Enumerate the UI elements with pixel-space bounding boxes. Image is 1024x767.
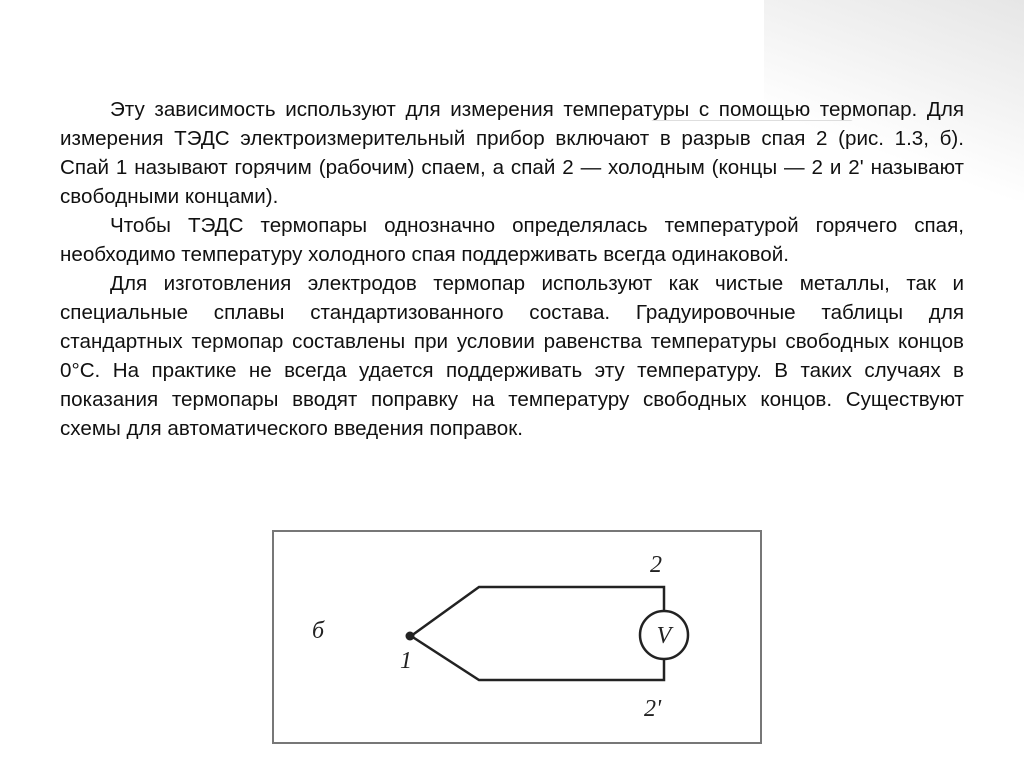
thermocouple-diagram xyxy=(274,532,760,742)
lower-electrode-wire xyxy=(411,636,664,680)
hot-junction-dot xyxy=(406,632,415,641)
upper-electrode-wire xyxy=(411,587,664,636)
paragraph-2: Чтобы ТЭДС термопары однозначно определялась температурой горячего спая, необходимо температуру холодного спая поддерживать всегда одинаковой. xyxy=(60,214,964,266)
paragraph-3: Для изготовления электродов термопар используют как чистые металлы, так и специальные сплавы стандартизованного состава. Градуировочные таблицы для стандартных термопар составлены при условии равенства температуры свободных концов 0°С. На практике не всегда удается поддерживать эту температуру. В таких случаях в показания термопары вводят поправку на температуру свободных концов. Существуют схемы для автоматического введения поправок. xyxy=(60,272,964,440)
hot-junction-label: 1 xyxy=(400,648,412,674)
bottom-end-label: 2' xyxy=(644,696,662,722)
top-end-label: 2 xyxy=(650,552,662,578)
thermocouple-figure xyxy=(272,530,762,744)
paragraph-1: Эту зависимость используют для измерения температуры с помощью термопар. Для измерения ТЭДС электроизмерительный прибор включают в разрыв спая 2 (рис. 1.3, б). Спай 1 называют горячим (рабочим) спаем, а спай 2 — холодным (концы — 2 и 2' называют свободными концами). xyxy=(60,98,964,208)
body-text xyxy=(60,95,964,443)
voltmeter-label: V xyxy=(656,623,672,649)
panel-label: б xyxy=(312,618,325,644)
